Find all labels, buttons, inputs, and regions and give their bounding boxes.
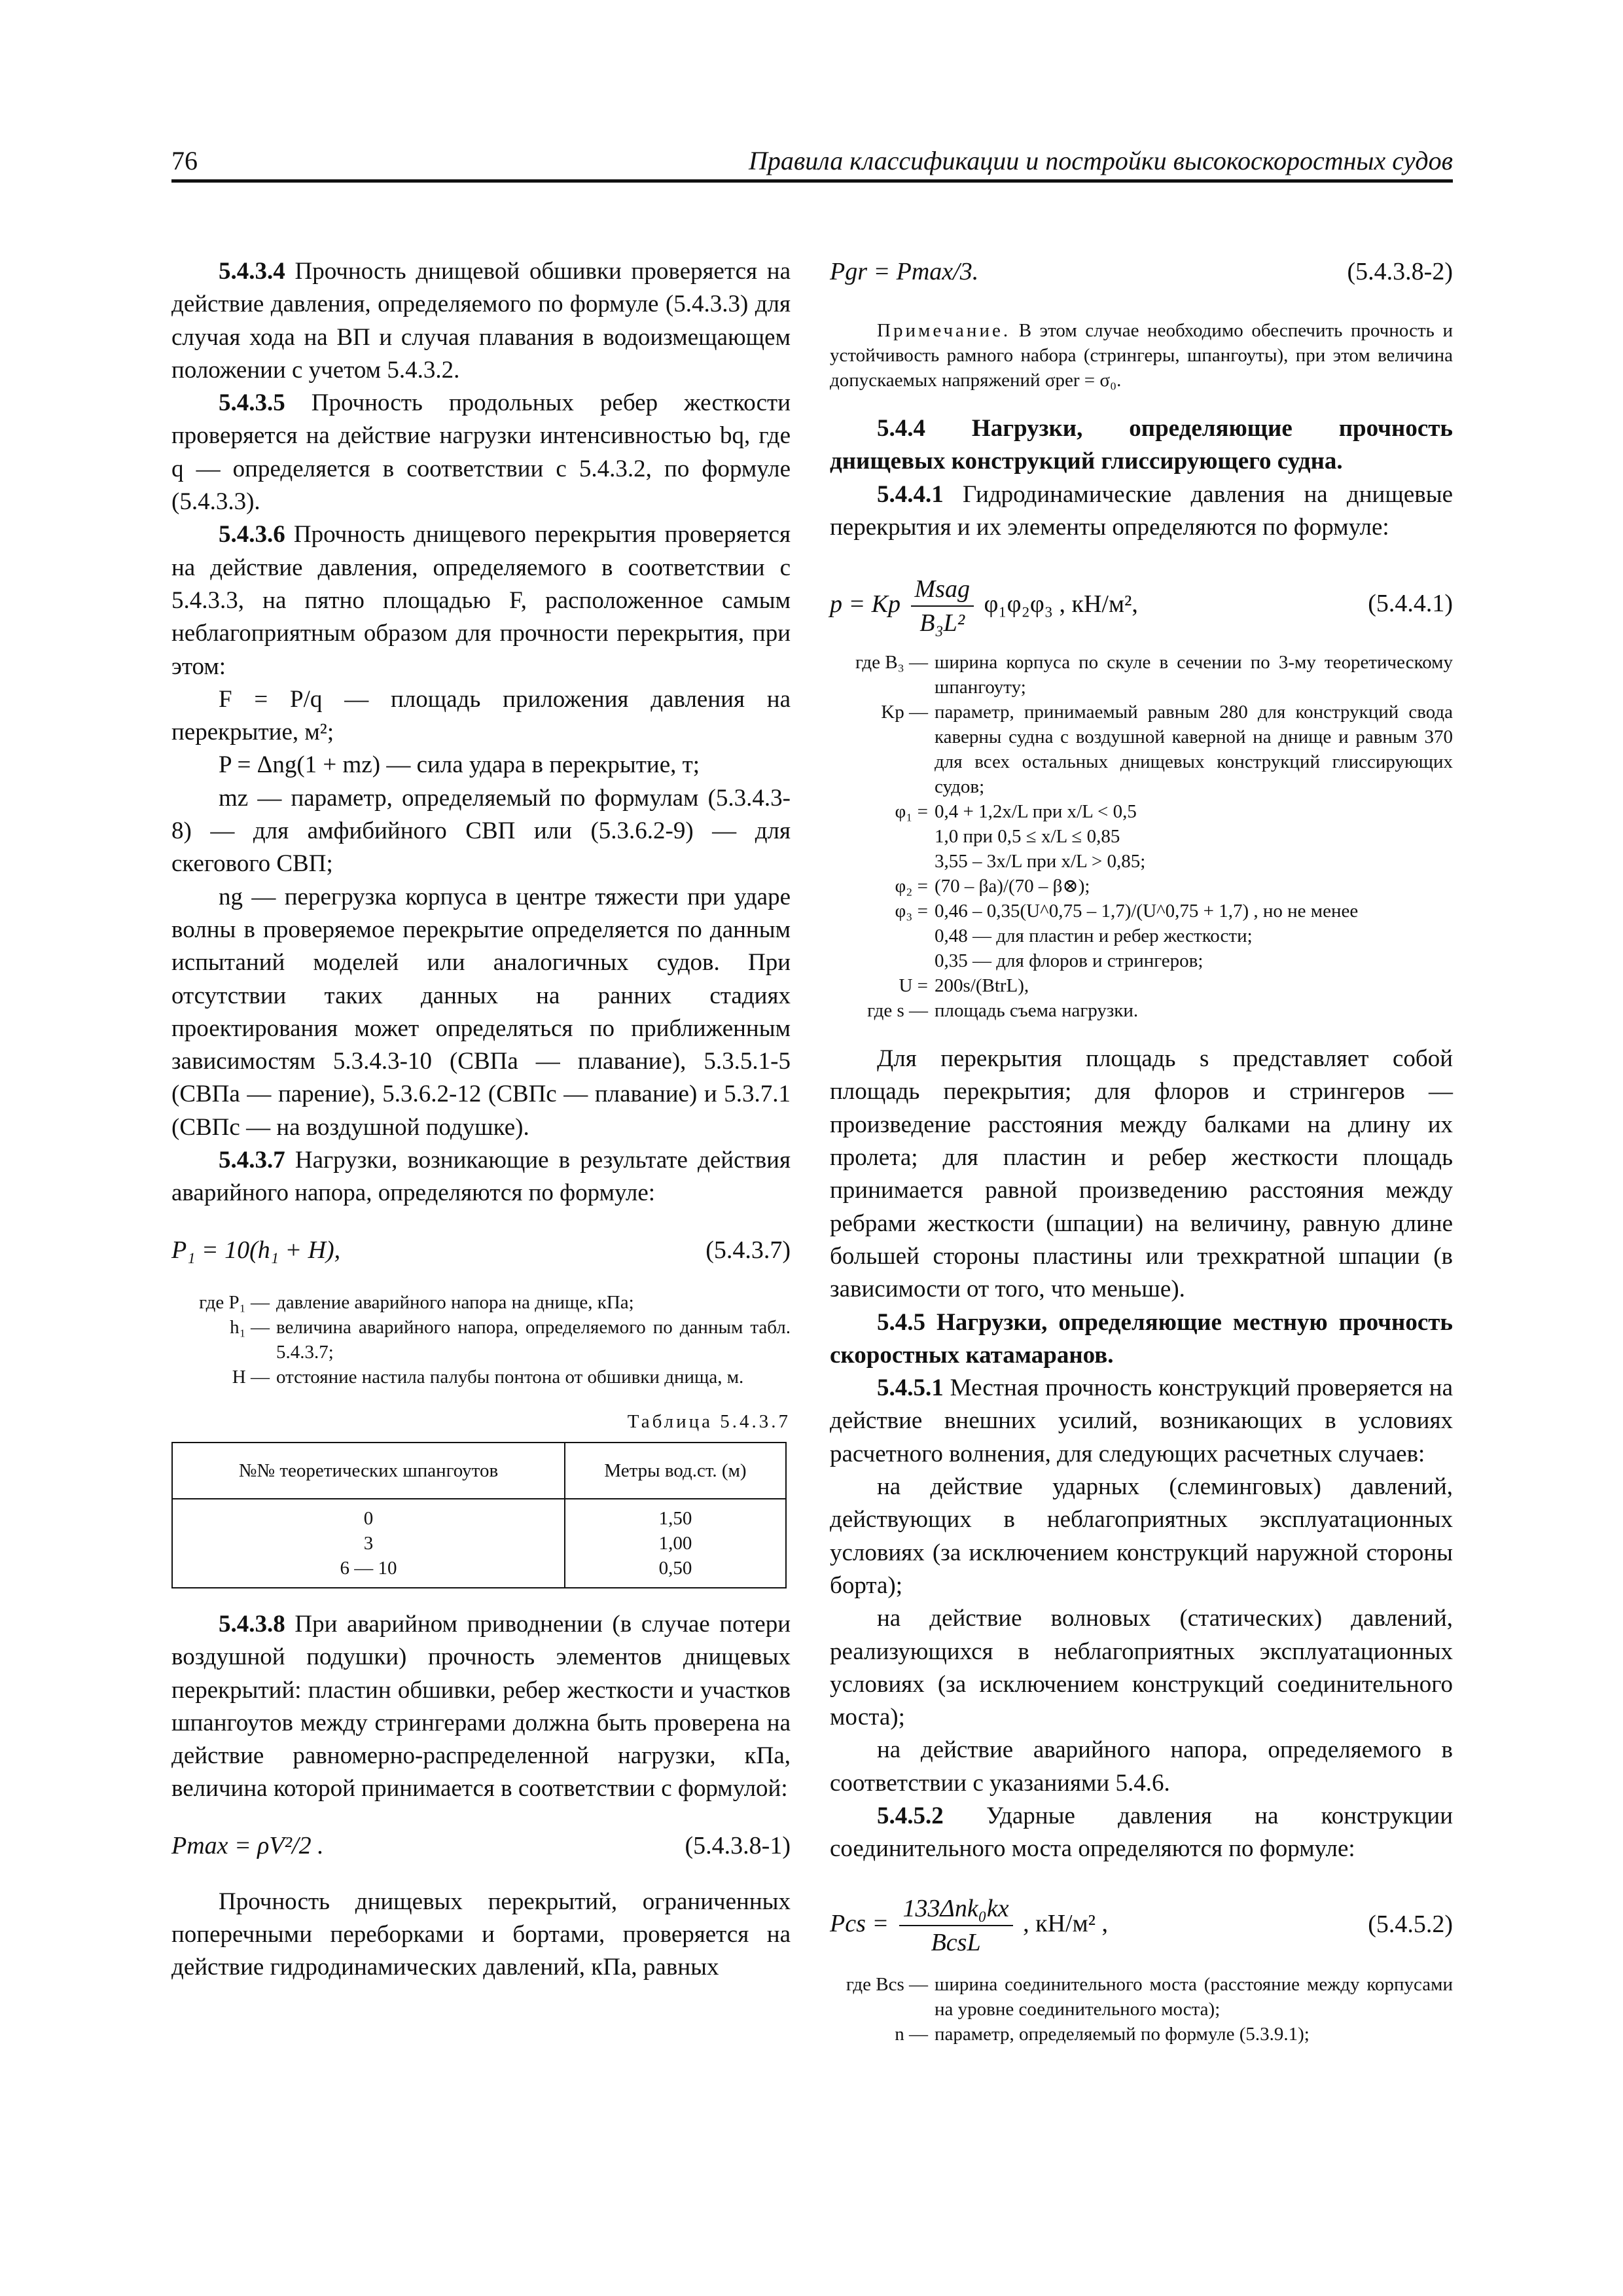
paragraph-text: Ударные давления на конструкции соединительного моста определяются по формуле: <box>830 1803 1453 1863</box>
where-symbol: φ₃ = <box>895 901 928 922</box>
section-number: 5.4.3.5 <box>219 389 285 417</box>
left-column <box>171 255 791 1984</box>
formula-expression: P₁ = 10(h₁ + H), <box>171 1236 341 1264</box>
formula-expression: Pmax = ρV²/2 . <box>171 1831 324 1859</box>
paragraph-text: Гидродинамические давления на днищевые перекрытия и их элементы определяются по формуле: <box>830 480 1454 541</box>
formula-expression <box>830 573 1138 640</box>
section-number: 5.4.4.1 <box>877 480 944 508</box>
section-number: 5.4.5.1 <box>877 1374 944 1402</box>
where-text: 1,0 при 0,5 ≤ x/L ≤ 0,85 <box>935 826 1120 848</box>
paragraph-5-4-3-7 <box>171 1144 791 1210</box>
paragraph-area-s: Для перекрытия площадь s представляет собой площадь перекрытия; для флоров и стрингеров — произведение расстояния между балками на длину их пролета; для пластин и ребер жесткости площадь принимается равной произведению расстояния между ребрами жесткости (шпации) на величину, равную длине большей стороны пластины или трехкратной шпации (в зависимости от того, что меньше). <box>830 1045 1453 1303</box>
note-label: Примечание. <box>877 320 1011 341</box>
formula-5-4-3-8-1 <box>171 1823 791 1869</box>
where-text: 3,55 – 3x/L при x/L > 0,85; <box>935 851 1146 872</box>
fraction-denominator: B₃L² <box>919 609 965 637</box>
paragraph-5-4-4-1 <box>830 478 1453 545</box>
where-symbol: h₁ — <box>230 1316 270 1338</box>
where-symbol: φ₂ = <box>895 876 928 897</box>
table-header-frames: №№ теоретических шпангоутов <box>172 1443 565 1499</box>
fraction-numerator: 133Δnk₀kx <box>899 1892 1013 1926</box>
where-text: 0,48 — для пластин и ребер жесткости; <box>935 925 1253 947</box>
where-symbol: n — <box>895 2023 928 2045</box>
page-header <box>171 145 1453 183</box>
where-text: давление аварийного напора на днище, кПа; <box>276 1291 634 1313</box>
formula-number: (5.4.3.7) <box>705 1236 791 1264</box>
note-block <box>830 318 1453 393</box>
where-text: 200s/(BtrL), <box>935 975 1029 997</box>
page-number: 76 <box>171 146 198 175</box>
formula-5-4-4-1 <box>830 561 1453 637</box>
case-emergency: на действие аварийного напора, определяемого в соответствии с указаниями 5.4.6. <box>830 1736 1453 1797</box>
formula-rest: φ₁φ₂φ₃ , кН/м², <box>984 590 1138 619</box>
table-cell-meters: 1,50 1,00 0,50 <box>565 1499 786 1588</box>
formula-5-4-3-8-2 <box>830 255 1453 301</box>
paragraph-5-4-3-4 <box>171 255 791 387</box>
paragraph-5-4-5-2 <box>830 1800 1453 1866</box>
paragraph-text: Местная прочность конструкций проверяется на действие внешних усилий, возникающих в условиях расчетного волнения, для следующих расчетных случаев: <box>830 1374 1454 1467</box>
formula-rest: , кН/м² , <box>1023 1909 1109 1937</box>
formula-5-4-5-2 <box>830 1883 1453 1955</box>
where-symbol: Kp — <box>881 702 928 723</box>
formula-lhs: Pcs = <box>830 1909 889 1937</box>
table-caption: Таблица 5.4.3.7 <box>627 1410 791 1432</box>
formula-fraction <box>899 1892 1013 1960</box>
note-text: В этом случае необходимо обеспечить прочность и устойчивость рамного набора (стрингеры, шпангоуты), при этом величина допускаемых напряжений σper = σ₀. <box>830 320 1453 391</box>
where-text: отстояние настила палубы понтона от обшивки днища, м. <box>276 1366 744 1388</box>
paragraph-5-4-3-5 <box>171 387 791 518</box>
paragraph-bottom-left: Прочность днищевых перекрытий, ограниченных поперечными переборками и бортами, проверяется на действие гидродинамических давлений, кПа, равных <box>171 1888 791 1981</box>
where-symbol: U = <box>899 975 928 997</box>
paragraph-text: При аварийном приводнении (в случае потери воздушной подушки) прочность элементов днищевых перекрытий: пластин обшивки, ребер жесткости и участков шпангоутов между стрингерами должна быть проверена на действие равномерно-распределенной нагрузки, кПа, величина которой принимается в соответствии с формулой: <box>171 1610 791 1803</box>
paragraph-text: Нагрузки, возникающие в результате действия аварийного напора, определяются по формуле: <box>171 1147 791 1207</box>
where-text: площадь съема нагрузки. <box>935 1000 1139 1022</box>
fraction-denominator: BcsL <box>931 1928 981 1956</box>
formula-number: (5.4.3.8-1) <box>685 1831 791 1859</box>
paragraph-5-4-5-1 <box>830 1372 1453 1471</box>
formula-number: (5.4.3.8-2) <box>1347 258 1453 285</box>
formula-expression <box>830 1892 1108 1960</box>
where-symbol: где Bcs — <box>846 1973 928 1995</box>
section-number: 5.4.3.7 <box>219 1147 285 1174</box>
where-text: 0,35 — для флоров и стрингеров; <box>935 950 1204 972</box>
paragraph-text: Прочность днищевой обшивки проверяется на действие давления, определяемого по формуле (5.4.3.3) для случая хода на ВП и случая плавания в водоизмещающем положении с учетом 5.4.3.2. <box>171 258 791 384</box>
where-list <box>830 1972 1453 2047</box>
where-text: параметр, определяемый по формуле (5.3.9.1); <box>935 2023 1310 2045</box>
paragraph-5-4-3-8 <box>171 1608 791 1806</box>
section-number: 5.4.5.2 <box>877 1803 944 1830</box>
formula-expression: Pgr = Pmax/3. <box>830 258 979 285</box>
formula-fraction <box>911 573 974 640</box>
definition-F: F = P/q — площадь приложения давления на перекрытие, м²; <box>171 685 791 746</box>
case-wave: на действие волновых (статических) давлений, реализующихся в неблагоприятных эксплуатационных условиях (за исключением конструкций соединительного моста); <box>830 1605 1453 1731</box>
table-header-meters: Метры вод.ст. (м) <box>565 1443 786 1499</box>
fraction-numerator: Msag <box>911 573 974 607</box>
where-symbol: φ₁ = <box>895 801 928 823</box>
case-slamming: на действие ударных (слеминговых) давлений, действующих в неблагоприятных эксплуатационных условиях (за исключением конструкций наружной стороны борта); <box>830 1473 1453 1599</box>
paragraph-text: Прочность днищевого перекрытия проверяется на действие давления, определяемого в соответствии с 5.4.3.3, на пятно площадью F, расположенное самым неблагоприятным образом для прочности перекрытия, при этом: <box>171 521 791 680</box>
formula-number: (5.4.5.2) <box>1368 1910 1453 1938</box>
where-text: 0,46 – 0,35(U^0,75 – 1,7)/(U^0,75 + 1,7) , но не менее <box>935 901 1359 922</box>
where-symbol: где s — <box>867 1000 928 1022</box>
where-text: величина аварийного напора, определяемого по данным табл. 5.4.3.7; <box>276 1316 791 1363</box>
right-column <box>830 255 1453 2047</box>
definition-P: P = Δng(1 + mz) — сила удара в перекрытие, т; <box>219 751 700 779</box>
where-text: ширина корпуса по скуле в сечении по 3-му теоретическому шпангоуту; <box>935 652 1453 698</box>
table-cell-frames: 0 3 6 — 10 <box>172 1499 565 1588</box>
formula-5-4-3-7 <box>171 1227 791 1273</box>
paragraph-text: Прочность продольных ребер жесткости проверяется на действие нагрузки интенсивностью bq, где q — определяется в соответствии с 5.4.3.2, по формуле (5.4.3.3). <box>171 389 791 516</box>
definition-ng: ng — перегрузка корпуса в центре тяжести при ударе волны в проверяемое перекрытие определяется по данным испытаний моделей или аналогичных судов. При отсутствии таких данных на ранних стадиях проектирования может определяться по приближенным зависимостям 5.3.4.3-10 (СВПа — плавание), 5.3.5.1-5 (СВПа — парение), 5.3.6.2-12 (СВПс — плавание) и 5.3.7.1 (СВПс — на воздушной подушке). <box>171 883 791 1141</box>
where-text: 0,4 + 1,2x/L при x/L < 0,5 <box>935 801 1137 823</box>
where-list <box>171 1290 791 1390</box>
definition-mz: mz — параметр, определяемый по формулам (5.3.4.3-8) — для амфибийного СВП или (5.3.6.2-9) — для скегового СВП; <box>171 784 791 878</box>
paragraph-5-4-3-6 <box>171 518 791 683</box>
where-text: параметр, принимаемый равным 280 для конструкций свода каверны судна с воздушной каверной на днище и равным 370 для всех остальных днищевых конструкций глиссирующих судов; <box>935 702 1453 798</box>
where-text: (70 – βa)/(70 – β⊗); <box>935 876 1090 897</box>
where-text: ширина соединительного моста (расстояние между корпусами на уровне соединительного моста); <box>935 1973 1453 2020</box>
heading-5-4-5: 5.4.5 Нагрузки, определяющие местную прочность скоростных катамаранов. <box>830 1308 1453 1369</box>
formula-number: (5.4.4.1) <box>1368 590 1453 618</box>
section-number: 5.4.3.8 <box>219 1610 285 1638</box>
where-symbol: H — <box>232 1366 270 1388</box>
section-number: 5.4.3.6 <box>219 521 285 548</box>
where-list <box>830 650 1453 1023</box>
where-symbol: где P₁ — <box>199 1291 270 1313</box>
table-5-4-3-7 <box>171 1442 787 1588</box>
where-symbol: где B₃ — <box>855 652 928 673</box>
heading-5-4-4: 5.4.4 Нагрузки, определяющие прочность днищевых конструкций глиссирующего судна. <box>830 415 1453 475</box>
section-number: 5.4.3.4 <box>219 258 285 285</box>
formula-lhs: p = Kp <box>830 590 901 619</box>
running-title: Правила классификации и постройки высокоскоростных судов <box>749 146 1453 175</box>
